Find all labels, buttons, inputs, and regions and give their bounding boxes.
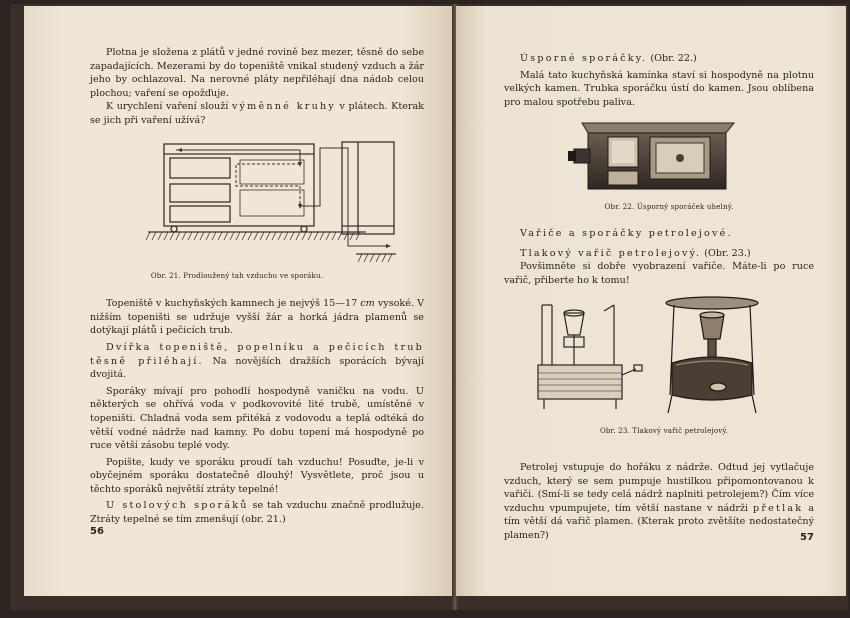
open-book — [10, 4, 848, 610]
figure-22 — [504, 115, 814, 215]
paragraph-text: Povšimněte si dobře vyobrazení vařiče. Máte-li po ruce vařič, přiberte ho k tomu! — [504, 261, 814, 286]
spaced-term: Dvířka topeniště, popelníku a pečicích trub těsně přiléhají. — [90, 341, 424, 367]
spaced-term: přetlak — [753, 502, 804, 514]
paragraph — [90, 297, 424, 338]
left-page — [24, 6, 452, 596]
text-span: v plátech. Kterak se jich při vaření užívá? — [90, 101, 424, 126]
paragraph — [504, 461, 814, 543]
text-span: vysoké. V nižším topeništi se udržuje vyšší žár a horká jádra plamenů se dotýkají plátů i pečicích trub. — [90, 298, 424, 337]
paragraph — [90, 385, 424, 453]
spaced-term: U stolových sporáků — [106, 500, 249, 512]
paragraph — [504, 69, 814, 110]
section-heading — [504, 247, 814, 261]
figure-23 — [504, 295, 814, 439]
text-span: Topeniště v kuchyňských kamnech je nejvýš 15—17 — [106, 298, 361, 310]
text-span: K urychlení vaření slouží — [106, 101, 232, 113]
paragraph-text: Sporáky mívají pro pohodlí hospodyně vaničku na vodu. U některých se ohřívá voda v podkovovité lité trubě, umístěné v topeništi. Chladná voda sem přitéká z vodovodu a teplá odtéká do větší vodné nádrže nad kamny. Po dobu topení má hospodyně po ruce větší zásobu teplé vody. — [90, 385, 424, 452]
page-number: 57 — [800, 532, 814, 543]
pressure-stove-illustration — [504, 295, 814, 421]
paragraph — [90, 499, 424, 526]
paragraph — [90, 456, 424, 497]
text-span: Na novějších dražších sporácích bývají dvojitá. — [90, 355, 424, 381]
figure-caption: Obr. 23. Tlakový vařič petrolejový. — [599, 427, 729, 436]
text-span: (Obr. 22.) — [647, 53, 697, 64]
paragraph — [90, 46, 424, 100]
figure-caption: Obr. 21. Prodloužený tah vzduchu ve sporáku. — [150, 271, 324, 280]
text-span: Petrolej vstupuje do hořáku z nádrže. Odtud jej vytlačuje vzduch, který se sem pumpuje hustilkou připomontovanou k vařiči. (Smí-li se tedy celá nádrž naplniti petrolejem?) Čím více vzduchu vpumpujete, tím větší nastane v nádrži — [504, 461, 814, 514]
spaced-term: Tlakový vařič petrolejový. — [520, 247, 702, 259]
text-span: (Obr. 23.) — [701, 247, 751, 259]
paragraph — [90, 341, 424, 382]
paragraph-text: Plotna je složena z plátů v jedné rovině bez mezer, těsně do sebe zapadajících. Mezerami by do topeniště vnikal studený vzduch a žár jeho by ochlazoval. Na nerovné pláty nepřiléhají dna nádob celou plochou; vaření se opožďuje. — [90, 47, 424, 99]
text-span: a tím větší dá vařič plamen. (Kterak proto zvětšíte nedostatečný plamen?) — [504, 502, 814, 541]
coal-stove-illustration — [504, 115, 814, 197]
spaced-term: Vařiče a sporáčky petrolejové. — [520, 227, 733, 239]
paragraph — [90, 100, 424, 127]
section-heading — [504, 227, 814, 241]
right-page — [456, 6, 846, 596]
spaced-term: Úsporné sporáčky. — [520, 53, 648, 64]
figure-caption: Obr. 22. Úsporný sporáček uhelný. — [604, 203, 734, 212]
figure-21 — [90, 134, 424, 284]
text-span: se tah vzduchu značně prodlužuje. Ztráty tepelné se tím zmenšují (obr. 21.) — [90, 500, 425, 526]
unit: cm — [360, 298, 375, 310]
paragraph-text: Popište, kudy ve sporáku proudí tah vzduchu! Posuďte, je-li v obyčejném sporáku dostatečně dlouhý! Vysvětlete, proč jsou u těchto sporáků největší ztráty tepelné! — [90, 456, 424, 495]
paragraph — [504, 260, 814, 287]
paragraph-text: Malá tato kuchyňská kamínka staví si hospodyně na plotnu velkých kamen. Trubka sporáčku ústí do kamen. Jsou oblíbena pro malou spotřebu paliva. — [504, 69, 814, 108]
section-heading — [504, 52, 814, 66]
page-number: 56 — [90, 526, 104, 537]
spaced-term: výměnné kruhy — [231, 101, 336, 113]
stove-draft-diagram — [90, 134, 424, 266]
